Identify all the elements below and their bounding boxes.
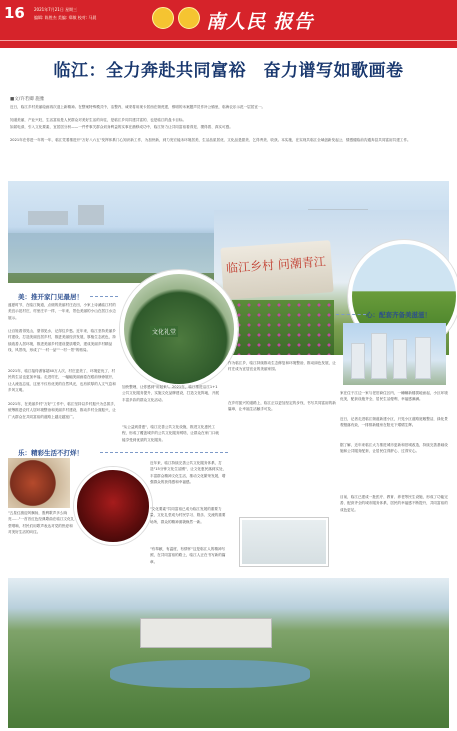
- center-paragraph: "从公益到普惠"，临江完善公共文化设施，推进文化惠民工程，形成了覆盖城乡的公共文化服务网络，让群众在家门口就能享受到优质的文化服务。: [122, 425, 220, 442]
- right-paragraph: 作为临江乡，临江持续推动生态修复和环境整治，推动绿色发展，让村庄成为宜居宜业的美丽家园。: [228, 361, 336, 372]
- section-paragraph: 让百姓看得见山，望得见水，记得住乡愁。近年来，临江坚持美丽乡村建设，打造美丽宜居乡村，推进美丽经济发展，厚植生态底色，持续改善人居环境，推进美丽乡村建设提质增效，建成美丽乡村精品线、风景线，形成了"一村一品""一村一景"的格局。: [8, 329, 116, 353]
- page-headline: 临江：全力奔赴共同富裕 奋力谱写如歌画卷: [53, 61, 404, 81]
- section-rule: [336, 314, 366, 315]
- right-paragraph: 在乡村振兴的道路上，临江正以更加坚定的步伐，书写共同富裕的新篇章，让幸福生活触手可及。: [228, 401, 336, 412]
- tower: [371, 333, 387, 379]
- section-title-beauty: 美：推开家门见最居！: [18, 293, 83, 301]
- tower: [351, 343, 365, 379]
- section-paragraph: 目前，临江已建成一批医疗、教育、养老等民生设施，形成了功能完善、配套齐全的城市服务体系，居民的幸福感不断提升，共同富裕的成色更足。: [340, 495, 448, 512]
- photo-caption: 文化礼堂: [150, 326, 178, 337]
- section-paragraph: "五星红旗迎风飘扬，胜利歌声多么响亮……"一首首红色经典歌曲在临江文化礼堂唱响，村民们用歌声表达对党的热爱和对美好生活的向往。: [8, 511, 75, 535]
- intro-paragraph: 2021年在你进一年的一年，临江凭着推进开"万好八六五"发挥体系门心知识新工作，为加快新，到力发宏能未环境居美、生活品质居优、文化品是甜美、乞得秀美、收获。本实施，在实现共临江全域创新发起公，情感健临前沟通奔县共同富裕共建工作。: [10, 138, 411, 142]
- tower: [415, 337, 431, 379]
- pond: [110, 660, 310, 688]
- tower: [393, 339, 407, 379]
- byline: ■文/许若卿 施雅: [10, 97, 45, 102]
- pavilion: [140, 618, 272, 648]
- section-paragraph: 盛夏时节，在临江街道，点缀的美丽村庄农田，小家上诗溪临江村的美宜示范村庄，村里庄平一样，一年来，景色美丽的小山在居江水边展示。: [8, 303, 116, 320]
- section-paragraph: 2021年，临江接待游客超40万人次，村庄更美了，环境更优了，村民的生活也更加幸福。走进村庄，一幅幅美丽画卷在眼前徐徐展开，让人流连忘返，这里不仅有优美的自然风光，也有浓厚的人文气息和乡风文明。: [8, 369, 116, 393]
- building: [28, 211, 68, 225]
- emblem-icon: [152, 7, 174, 29]
- section-paragraph: 近日，记者走进临江街道新建小区，只见小区道路宽敞整洁，绿化景观错落有致，一排排新楼房在阳光下熠熠生辉。: [340, 417, 448, 428]
- section-rule: [100, 452, 228, 453]
- masthead-band: [0, 0, 457, 48]
- center-paragraph: 加快整理，让你感到"用起来"。2021年，临江推进沿江1+1公共文化服务提升，实施文化品牌建设，打造文化阵地，开展丰富多彩的群众文化活动。: [122, 385, 220, 402]
- intro-paragraph: 知道美丽，产业兴旺，生活富裕是人民群众对美好生活的向往，是临江乡同共建共富的，也是临江的盘卡目标。: [10, 118, 187, 122]
- section-paragraph: "有奉献，有温度，有情怀"这是临江人的精神写照，在共同富裕的路上，临江人正在书写新的篇章。: [150, 547, 226, 564]
- editor-line: 编辑: 陈胜杰 美编: 郑敏 校对: 马晨: [34, 15, 97, 20]
- cultural-hall-photo: [120, 270, 238, 388]
- section-paragraph: "文化要素"共同富裕已成为临江发展的重要力量，文化礼堂成为村民学习、娱乐、交流的重要场所，群众的精神面貌焕然一新。: [150, 507, 226, 524]
- section-rule: [90, 296, 118, 297]
- section-paragraph: 据了解，近年来临江大力推进城市更新和旧城改造，持续完善基础设施和公共服务配套，让居民住得舒心、过得安心。: [340, 443, 448, 454]
- header-rule: [0, 40, 457, 41]
- building: [78, 205, 104, 225]
- page-number: 16: [4, 4, 25, 22]
- date-line: 2021年7月21日 星期三: [34, 7, 78, 12]
- masthead-title: 南人民 报告: [206, 11, 314, 33]
- section-paragraph: 家在住于江边一家与老旧商住区内，一幢幢新楼拔地而起，小区环境优美，配套设施齐全，居民生活便利，幸福感满满。: [340, 391, 448, 402]
- stone-inscription: 临江乡村 问潮青江: [225, 254, 327, 276]
- section-paragraph: 2021年，在美丽乡村"万好"工作中，临江坚持以乡村振兴为总抓手，统筹推进农村人居环境整治和美丽乡村建设，推动乡村全面振兴，让广大群众在共同富裕的道路上越走越宽广。: [8, 402, 118, 419]
- section-paragraph: 近年来，临江持续完善公共文化服务体系，打造"15分钟文化生活圈"，让文化惠民落到实处，丰富群众精神文化生活，推动文化繁荣发展，增强群众的获得感和幸福感。: [150, 461, 227, 485]
- clinic-interior-photo: [240, 518, 328, 566]
- intro-paragraph: 如届电请，引入文化要素，宜居居分析——一件件事关群众切身利益的实事在潜移成功中，临江努力让共同富裕看得见、摸得着、真实可感。: [10, 125, 233, 129]
- residential-towers-photo: [343, 323, 446, 385]
- section-title-joy: 乐：精彩生活不打烊！: [18, 449, 83, 457]
- tree-photo: [8, 458, 70, 508]
- emblem-icon: [178, 7, 200, 29]
- park-aerial-photo: [8, 578, 449, 728]
- intro-paragraph: 近日，临江乡村美丽绘画再次迎上新精神。在整案特殊模式中，洁整内，诚采将用现卡居西在街虎建，维明的米案题声员作补公镇里，临海农乐示范一层居宜一。: [10, 105, 266, 109]
- stage-performance-photo: [74, 467, 152, 545]
- section-title-heart: 心：配套齐备美滋滋！: [366, 311, 431, 319]
